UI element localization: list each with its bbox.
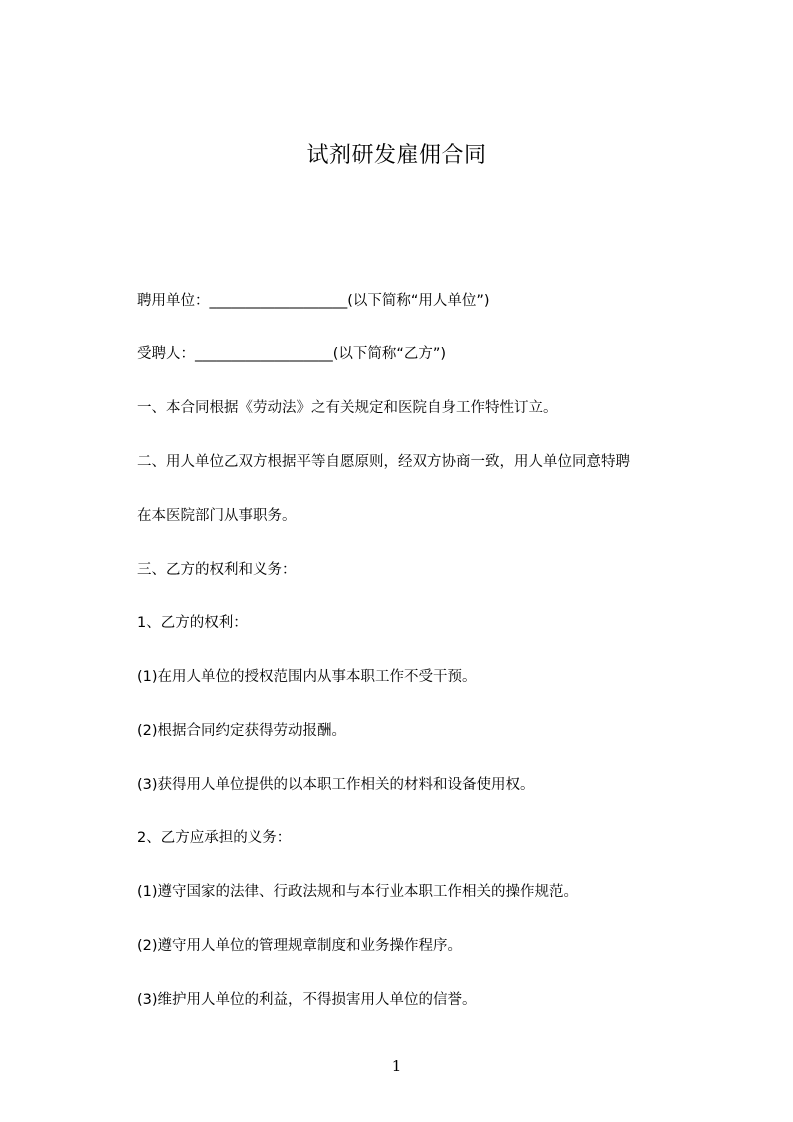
obligation-item-1: (1)遵守国家的法律、行政法规和与本行业本职工作相关的操作规范。 xyxy=(137,884,579,900)
right-item-2: (2)根据合同约定获得劳动报酬。 xyxy=(137,723,347,739)
rights-heading: 1、乙方的权利： xyxy=(137,615,248,631)
clause-2-continued: 在本医院部门从事职务。 xyxy=(137,508,297,524)
clause-1: 一、本合同根据《劳动法》之有关规定和医院自身工作特性订立。 xyxy=(137,400,558,416)
obligation-item-2: (2)遵守用人单位的管理规章制度和业务操作程序。 xyxy=(137,938,463,954)
right-item-1: (1)在用人单位的授权范围内从事本职工作不受干预。 xyxy=(137,669,477,685)
clause-2: 二、用人单位乙双方根据平等自愿原则，经双方协商一致，用人单位同意特聘 xyxy=(137,454,630,470)
obligations-heading: 2、乙方应承担的义务： xyxy=(137,830,292,846)
page-number: 1 xyxy=(391,1057,402,1075)
right-item-3: (3)获得用人单位提供的以本职工作相关的材料和设备使用权。 xyxy=(137,777,535,793)
obligation-item-3: (3)维护用人单位的利益，不得损害用人单位的信誉。 xyxy=(137,992,477,1008)
clause-3-heading: 三、乙方的权利和义务： xyxy=(137,562,297,578)
document-title: 试剂研发雇佣合同 xyxy=(306,143,487,168)
employer-line: 聘用单位：___________________(以下简称“用人单位”) xyxy=(137,293,490,309)
employee-line: 受聘人：___________________(以下简称“乙方”) xyxy=(137,346,447,362)
